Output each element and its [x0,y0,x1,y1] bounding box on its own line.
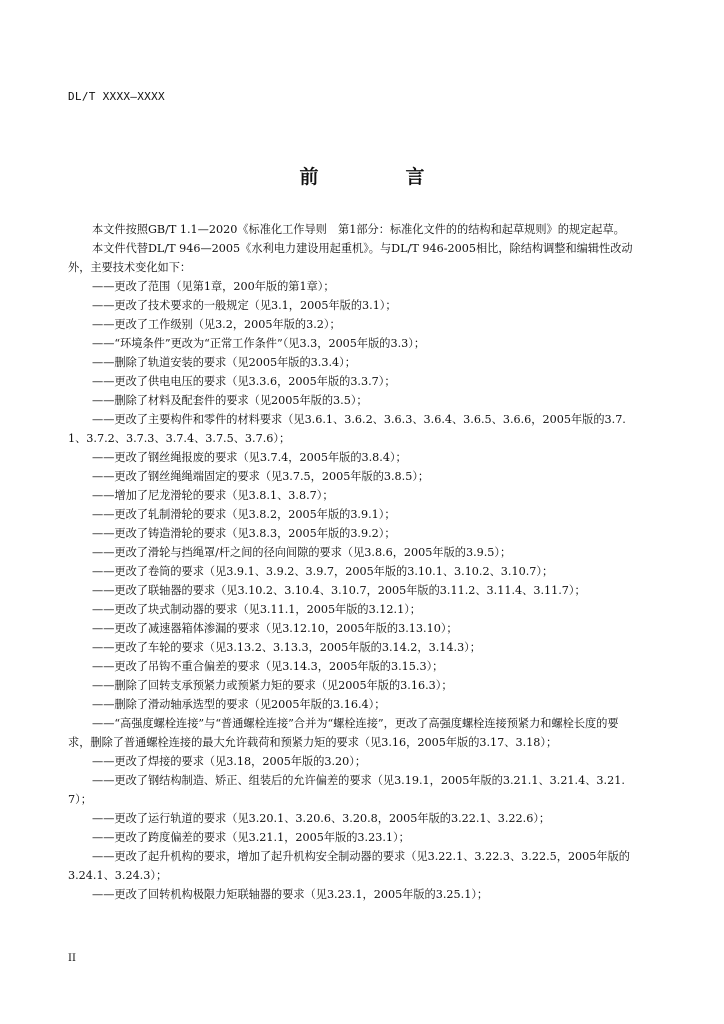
list-item: ——更改了跨度偏差的要求（见3.21.1，2005年版的3.23.1）； [92,831,410,844]
list-item: ——更改了回转机构极限力矩联轴器的要求（见3.23.1，2005年版的3.25.1）； [92,888,489,901]
list-item: ——更改了联轴器的要求（见3.10.2、3.10.4、3.10.7，2005年版的3.11.2、3.11.4、3.11.7）； [92,584,586,597]
list-item: ——更改了工作级别（见3.2，2005年版的3.2）； [92,318,341,331]
list-item: ——更改了钢丝绳绳端固定的要求（见3.7.5，2005年版的3.8.5）； [92,470,430,483]
list-item: ——删除了回转支承预紧力或预紧力矩的要求（见2005年版的3.16.3）； [92,679,453,692]
list-item: ——删除了轨道安装的要求（见2005年版的3.3.4）； [92,356,356,369]
paragraph: 本文件代替DL/T 946—2005《水利电力建设用起重机》。与DL/T 946-2005相比，除结构调整和编辑性改动外，主要技术变化如下： [68,242,633,274]
list-item: ——更改了铸造滑轮的要求（见3.8.3，2005年版的3.9.2）； [92,527,396,540]
list-item: ——更改了焊接的要求（见3.18，2005年版的3.20）； [92,755,367,768]
list-item: ——更改了车轮的要求（见3.13.2、3.13.3，2005年版的3.14.2，3.14.3）； [92,641,481,654]
foreword-body [68,220,640,904]
list-item: ——更改了技术要求的一般规定（见3.1，2005年版的3.1）； [92,299,397,312]
list-item: ——“高强度螺栓连接”与“普通螺栓连接”合并为“螺栓连接”，更改了高强度螺栓连接预紧力和螺栓长度的要求，删除了普通螺栓连接的最大允许载荷和预紧力矩的要求（见3.16，2005年版的3.17、3.18）； [68,717,619,749]
page-title: 前 言 [299,166,459,188]
list-item: ——更改了范围（见第1章，200年版的第1章）； [92,280,335,293]
list-item: ——更改了块式制动器的要求（见3.11.1，2005年版的3.12.1）； [92,603,421,616]
list-item: ——“环境条件”更改为“正常工作条件”（见3.3，2005年版的3.3）； [92,337,426,350]
list-item: ——更改了吊钩不重合偏差的要求（见3.14.3，2005年版的3.15.3）； [92,660,444,673]
document-id: DL/T XXXX—XXXX [68,90,165,103]
list-item: ——更改了起升机构的要求，增加了起升机构安全制动器的要求（见3.22.1、3.22.3、3.22.5，2005年版的3.24.1、3.24.3）； [68,850,630,882]
list-item: ——更改了主要构件和零件的材料要求（见3.6.1、3.6.2、3.6.3、3.6.4、3.6.5、3.6.6，2005年版的3.7.1、3.7.2、3.7.3、3.7.4、3.7.5、3.7.6）； [68,413,626,445]
page-number: II [68,953,76,964]
list-item: ——更改了供电电压的要求（见3.3.6，2005年版的3.3.7）； [92,375,396,388]
list-item: ——更改了滑轮与挡绳罩/杆之间的径向间隙的要求（见3.8.6，2005年版的3.9.5）； [92,546,512,559]
list-item: ——更改了轧制滑轮的要求（见3.8.2，2005年版的3.9.1）； [92,508,396,521]
paragraph: 本文件按照GB/T 1.1—2020《标准化工作导则 第1部分：标准化文件的的结构和起草规则》的规定起草。 [92,223,625,236]
list-item: ——更改了减速器箱体渗漏的要求（见3.12.10，2005年版的3.13.10）； [92,622,458,635]
list-item: ——删除了材料及配套件的要求（见2005年版的3.5）； [92,394,368,407]
list-item: ——更改了钢结构制造、矫正、组装后的允许偏差的要求（见3.19.1，2005年版的3.21.1、3.21.4、3.21.7）； [68,774,625,806]
list-item: ——更改了卷筒的要求（见3.9.1、3.9.2、3.9.7，2005年版的3.10.1、3.10.2、3.10.7）； [92,565,554,578]
list-item: ——更改了钢丝绳报废的要求（见3.7.4，2005年版的3.8.4）； [92,451,407,464]
list-item: ——删除了滑动轴承选型的要求（见2005年版的3.16.4）； [92,698,386,711]
list-item: ——增加了尼龙滑轮的要求（见3.8.1、3.8.7）； [92,489,334,502]
list-item: ——更改了运行轨道的要求（见3.20.1、3.20.6、3.20.8，2005年版的3.22.1、3.22.6）； [92,812,551,825]
